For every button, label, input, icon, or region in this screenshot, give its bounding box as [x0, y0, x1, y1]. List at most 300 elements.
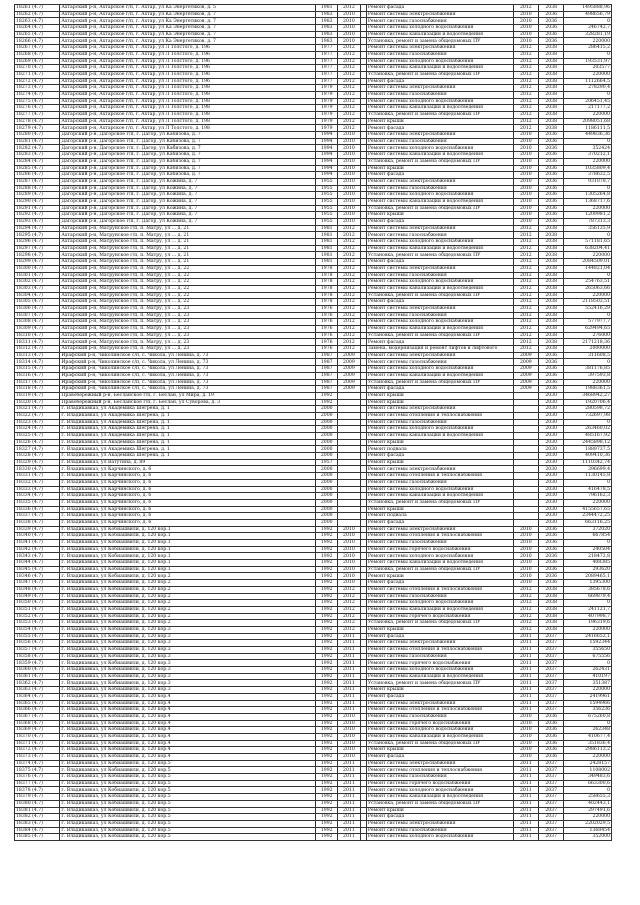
cost-cell: 356135,9: [564, 225, 612, 232]
address-cell: г. Владикавказ, ул Карчинского, д. 6: [60, 513, 316, 520]
table-row: [15, 499, 612, 506]
cost-cell: 241121,7: [564, 606, 612, 613]
built-year-cell: 1992: [316, 713, 338, 720]
built-year-cell: 1955: [316, 185, 338, 192]
built-year-cell: 1992: [316, 526, 338, 533]
address-cell: г. Владикавказ, ул Кобиашвили, д. 120 кор.2: [60, 593, 316, 600]
cost-cell: 220000: [564, 38, 612, 45]
last-repair-year-cell: [338, 426, 360, 433]
address-cell: г. Владикавказ, ул Кобиашвили, д. 120 кор.1: [60, 566, 316, 573]
cost-cell: 2416652,1: [564, 633, 612, 640]
work-type-cell: Установка, ремонт и замена общедомовых ПУ: [366, 800, 513, 807]
table-row: [15, 640, 612, 647]
next-repair-year-cell: 2038: [539, 239, 564, 246]
work-type-cell: Установка, ремонт и замена общедомовых ПУ: [366, 38, 513, 45]
table-row: [15, 479, 612, 486]
repair-year-cell: [513, 439, 538, 446]
built-year-cell: 1979: [316, 91, 338, 98]
address-cell: Дагорский р-н, Дагорское г/п, г. Дагор, ул Кабизова, д. 7: [60, 172, 316, 179]
next-repair-year-cell: 2038: [539, 105, 564, 112]
table-row: [15, 466, 612, 473]
last-repair-year-cell: 2011: [338, 800, 360, 807]
next-repair-year-cell: 2036: [539, 25, 564, 32]
cost-cell: 416478,5: [564, 486, 612, 493]
last-repair-year-cell: 2011: [338, 807, 360, 814]
work-type-cell: Ремонт системы электроснабжения: [366, 11, 513, 18]
cost-cell: 1592344: [564, 640, 612, 647]
last-repair-year-cell: 2009: [338, 366, 360, 373]
address-cell: Дагорский р-н, Дагорское г/п, г. Дагор, ул Кабизова, д. 7: [60, 158, 316, 165]
table-row: [15, 51, 612, 58]
address-cell: г. Владикавказ, ул Академика Шегрена, д. 1: [60, 453, 316, 460]
work-type-cell: Ремонт системы холодного водоснабжения: [366, 486, 513, 493]
built-year-cell: 1955: [316, 219, 338, 226]
last-repair-year-cell: 2012: [338, 279, 360, 286]
last-repair-year-cell: 2011: [338, 794, 360, 801]
repair-year-cell: 2010: [513, 713, 538, 720]
work-type-cell: Установка, ремонт и замена общедомовых ПУ: [366, 158, 513, 165]
address-cell: Правобережный р-н, Бесланское г/п, г. Беслан, ул Суворова, д. 3: [60, 399, 316, 406]
built-year-cell: 1981: [316, 232, 338, 239]
built-year-cell: 1994: [316, 158, 338, 165]
table-row: [15, 760, 612, 767]
table-row: [15, 827, 612, 834]
built-year-cell: 2000: [316, 466, 338, 473]
table-row: [15, 185, 612, 192]
row-id-cell: 18276 (4.7): [15, 105, 60, 112]
cost-cell: 667854: [564, 533, 612, 540]
last-repair-year-cell: 2012: [338, 245, 360, 252]
repair-year-cell: 2012: [513, 586, 538, 593]
built-year-cell: 1979: [316, 125, 338, 132]
cost-cell: 1130145,8: [564, 473, 612, 480]
work-type-cell: Ремонт крыши: [366, 165, 513, 172]
address-cell: г. Владикавказ, ул Академика Шегрена, д. 1: [60, 446, 316, 453]
address-cell: Ахтарский р-н, Ахтарское г/п, г. Ахтар, ул Ка Энергетиков, д. 7: [60, 11, 316, 18]
built-year-cell: 1976: [316, 339, 338, 346]
repair-year-cell: 2012: [513, 272, 538, 279]
row-id-cell: 18288 (4.7): [15, 185, 60, 192]
last-repair-year-cell: 2010: [338, 733, 360, 740]
last-repair-year-cell: 2011: [338, 653, 360, 660]
built-year-cell: 1978: [316, 279, 338, 286]
next-repair-year-cell: 2037: [539, 787, 564, 794]
last-repair-year-cell: 2012: [338, 98, 360, 105]
next-repair-year-cell: 2037: [539, 807, 564, 814]
address-cell: Ахтарский р-н, Ахтарское г/п, г. Ахтар, ул Ка Энергетиков, д. 7: [60, 18, 316, 25]
built-year-cell: 1992: [316, 720, 338, 727]
cost-cell: 220000: [564, 626, 612, 633]
table-row: [15, 118, 612, 125]
repair-year-cell: 2010: [513, 138, 538, 145]
next-repair-year-cell: 2037: [539, 834, 564, 841]
row-id-cell: 18354 (4.7): [15, 626, 60, 633]
repair-year-cell: 2011: [513, 767, 538, 774]
row-id-cell: 18380 (4.7): [15, 800, 60, 807]
table-row: [15, 252, 612, 259]
built-year-cell: 2000: [316, 453, 338, 460]
repair-schedule-table: [14, 4, 612, 841]
address-cell: г. Владикавказ, ул Кобиашвили, д. 120 кор.3: [60, 673, 316, 680]
repair-year-cell: 2010: [513, 172, 538, 179]
next-repair-year-cell: 2038: [539, 118, 564, 125]
table-row: [15, 192, 612, 199]
repair-year-cell: 2010: [513, 546, 538, 553]
built-year-cell: 1983: [316, 18, 338, 25]
built-year-cell: 1987: [316, 386, 338, 393]
built-year-cell: 1981: [316, 245, 338, 252]
row-id-cell: 18298 (4.7): [15, 252, 60, 259]
next-repair-year-cell: 2038: [539, 98, 564, 105]
table-row: [15, 680, 612, 687]
table-row: [15, 426, 612, 433]
repair-year-cell: 2010: [513, 11, 538, 18]
table-row: [15, 626, 612, 633]
cost-cell: 0: [564, 312, 612, 319]
repair-year-cell: [513, 399, 538, 406]
row-id-cell: 18309 (4.7): [15, 326, 60, 333]
next-repair-year-cell: 2036: [539, 580, 564, 587]
repair-year-cell: [513, 479, 538, 486]
built-year-cell: 1992: [316, 593, 338, 600]
row-id-cell: 18377 (4.7): [15, 780, 60, 787]
built-year-cell: 1992: [316, 740, 338, 747]
next-repair-year-cell: 2037: [539, 820, 564, 827]
address-cell: г. Владикавказ, ул Кобиашвили, д. 120 кор.2: [60, 620, 316, 627]
address-cell: г. Владикавказ, ул Карчинского, д. 6: [60, 479, 316, 486]
next-repair-year-cell: 2036: [539, 727, 564, 734]
next-repair-year-cell: 2038: [539, 305, 564, 312]
table-row: [15, 112, 612, 119]
built-year-cell: 1994: [316, 152, 338, 159]
next-repair-year-cell: 2038: [539, 71, 564, 78]
address-cell: г. Владикавказ, ул Кобиашвили, д. 120 кор.5: [60, 794, 316, 801]
next-repair-year-cell: 2037: [539, 827, 564, 834]
last-repair-year-cell: 2012: [338, 91, 360, 98]
cost-cell: 408385: [564, 560, 612, 567]
row-id-cell: 18297 (4.7): [15, 245, 60, 252]
table-row: [15, 727, 612, 734]
work-type-cell: Ремонт системы холодного водоснабжения: [366, 279, 513, 286]
next-repair-year-cell: 2038: [539, 606, 564, 613]
row-id-cell: 18368 (4.7): [15, 720, 60, 727]
table-row: [15, 546, 612, 553]
repair-year-cell: 2010: [513, 152, 538, 159]
row-id-cell: 18296 (4.7): [15, 239, 60, 246]
table-row: [15, 172, 612, 179]
built-year-cell: 1987: [316, 359, 338, 366]
last-repair-year-cell: 2010: [338, 172, 360, 179]
cost-cell: 328281,19: [564, 31, 612, 38]
built-year-cell: 1992: [316, 620, 338, 627]
last-repair-year-cell: 2012: [338, 78, 360, 85]
next-repair-year-cell: 2038: [539, 292, 564, 299]
repair-year-cell: 2010: [513, 18, 538, 25]
address-cell: Правобережный р-н, Бесланское г/п, г. Беслан, ул Мира, д. 19: [60, 392, 316, 399]
cost-cell: 220000: [564, 205, 612, 212]
row-id-cell: 18300 (4.7): [15, 265, 60, 272]
table-row: [15, 225, 612, 232]
table-row: [15, 38, 612, 45]
last-repair-year-cell: 2010: [338, 158, 360, 165]
table-row: [15, 526, 612, 533]
table-row: [15, 205, 612, 212]
last-repair-year-cell: 2010: [338, 580, 360, 587]
row-id-cell: 18279 (4.7): [15, 125, 60, 132]
last-repair-year-cell: 2012: [338, 346, 360, 353]
row-id-cell: 18316 (4.7): [15, 372, 60, 379]
row-id-cell: 18382 (4.7): [15, 814, 60, 821]
repair-year-cell: 2010: [513, 733, 538, 740]
built-year-cell: 1976: [316, 346, 338, 353]
next-repair-year-cell: 2038: [539, 125, 564, 132]
row-id-cell: 18329 (4.7): [15, 459, 60, 466]
row-id-cell: 18330 (4.7): [15, 466, 60, 473]
last-repair-year-cell: 2011: [338, 787, 360, 794]
table-row: [15, 767, 612, 774]
built-year-cell: 1978: [316, 299, 338, 306]
work-type-cell: Ремонт системы электроснабжения: [366, 466, 513, 473]
last-repair-year-cell: 2012: [338, 285, 360, 292]
address-cell: г. Владикавказ, ул Кобиашвили, д. 120 кор.4: [60, 720, 316, 727]
repair-year-cell: [513, 426, 538, 433]
repair-year-cell: 2012: [513, 91, 538, 98]
cost-cell: 552416,29: [564, 305, 612, 312]
address-cell: Ахтарский р-н, Матрунское г/п, п. Матру, ул ... д. 22: [60, 279, 316, 286]
table-row: [15, 31, 612, 38]
repair-year-cell: 2011: [513, 693, 538, 700]
work-type-cell: Ремонт системы электроснабжения: [366, 526, 513, 533]
built-year-cell: 1992: [316, 827, 338, 834]
row-id-cell: 18345 (4.7): [15, 566, 60, 573]
row-id-cell: 18292 (4.7): [15, 212, 60, 219]
next-repair-year-cell: 2036: [539, 172, 564, 179]
last-repair-year-cell: 2009: [338, 379, 360, 386]
built-year-cell: 2000: [316, 473, 338, 480]
cost-cell: 669879,4: [564, 593, 612, 600]
address-cell: г. Владикавказ, ул Академика Шегрена, д. 1: [60, 433, 316, 440]
address-cell: г. Владикавказ, ул Академика Шегрена, д. 1: [60, 426, 316, 433]
table-row: [15, 780, 612, 787]
next-repair-year-cell: 2037: [539, 673, 564, 680]
cost-cell: 262348: [564, 727, 612, 734]
work-type-cell: Ремонт системы газоснабжения: [366, 419, 513, 426]
next-repair-year-cell: 2036: [539, 212, 564, 219]
built-year-cell: 1994: [316, 132, 338, 139]
cost-cell: 196319,6: [564, 620, 612, 627]
cost-cell: 2084509,01: [564, 259, 612, 266]
address-cell: г. Владикавказ, ул Кобиашвили, д. 120 кор.5: [60, 787, 316, 794]
built-year-cell: 1979: [316, 98, 338, 105]
address-cell: г. Владикавказ, ул Карчинского, д. 6: [60, 506, 316, 513]
built-year-cell: 1992: [316, 392, 338, 399]
cost-cell: 0: [564, 272, 612, 279]
repair-year-cell: 2010: [513, 25, 538, 32]
row-id-cell: 18320 (4.7): [15, 399, 60, 406]
next-repair-year-cell: 2036: [539, 38, 564, 45]
table-row: [15, 312, 612, 319]
row-id-cell: 18331 (4.7): [15, 473, 60, 480]
row-id-cell: 18318 (4.7): [15, 386, 60, 393]
built-year-cell: 1992: [316, 600, 338, 607]
row-id-cell: 18384 (4.7): [15, 827, 60, 834]
built-year-cell: 1987: [316, 352, 338, 359]
row-id-cell: 18307 (4.7): [15, 312, 60, 319]
next-repair-year-cell: 2038: [539, 626, 564, 633]
next-repair-year-cell: 2036: [539, 11, 564, 18]
cost-cell: 0: [564, 479, 612, 486]
table-row: [15, 687, 612, 694]
built-year-cell: 1992: [316, 540, 338, 547]
address-cell: Ахтарский р-н, Матрунское г/п, п. Матру, ул ... д. 21: [60, 225, 316, 232]
next-repair-year-cell: 2037: [539, 774, 564, 781]
repair-year-cell: 2011: [513, 700, 538, 707]
repair-year-cell: 2012: [513, 326, 538, 333]
next-repair-year-cell: 2030: [539, 426, 564, 433]
last-repair-year-cell: [338, 453, 360, 460]
table-row: [15, 754, 612, 761]
row-id-cell: 18360 (4.7): [15, 667, 60, 674]
last-repair-year-cell: 2012: [338, 85, 360, 92]
address-cell: Ахтарский р-н, Матрунское г/п, п. Матру, ул ... д. 21: [60, 259, 316, 266]
table-row: [15, 319, 612, 326]
work-type-cell: Ремонт системы горячего водоснабжения: [366, 546, 513, 553]
row-id-cell: 18305 (4.7): [15, 299, 60, 306]
repair-year-cell: 2012: [513, 332, 538, 339]
address-cell: Ахтарский р-н, Матрунское г/п, п. Матру, ул ... д. 21: [60, 252, 316, 259]
repair-year-cell: [513, 519, 538, 526]
last-repair-year-cell: 2010: [338, 205, 360, 212]
row-id-cell: 18269 (4.7): [15, 58, 60, 65]
address-cell: г. Владикавказ, ул Кобиашвили, д. 120 кор.3: [60, 680, 316, 687]
cost-cell: 220000: [564, 687, 612, 694]
next-repair-year-cell: 2030: [539, 419, 564, 426]
built-year-cell: 1983: [316, 38, 338, 45]
last-repair-year-cell: 2012: [338, 600, 360, 607]
repair-year-cell: 2009: [513, 359, 538, 366]
row-id-cell: 18350 (4.7): [15, 600, 60, 607]
cost-cell: 0: [564, 232, 612, 239]
work-type-cell: Ремонт системы электроснабжения: [366, 132, 513, 139]
cost-cell: 355650: [564, 647, 612, 654]
next-repair-year-cell: 2030: [539, 459, 564, 466]
built-year-cell: 1992: [316, 573, 338, 580]
cost-cell: 0: [564, 91, 612, 98]
row-id-cell: 18343 (4.7): [15, 553, 60, 560]
next-repair-year-cell: 2036: [539, 132, 564, 139]
next-repair-year-cell: 2038: [539, 620, 564, 627]
last-repair-year-cell: 2012: [338, 51, 360, 58]
table-row: [15, 700, 612, 707]
row-id-cell: 18280 (4.7): [15, 132, 60, 139]
cost-cell: 2419961: [564, 693, 612, 700]
row-id-cell: 18326 (4.7): [15, 439, 60, 446]
table-row: [15, 392, 612, 399]
table-row: [15, 439, 612, 446]
repair-year-cell: 2012: [513, 85, 538, 92]
address-cell: г. Владикавказ, ул Кобиашвили, д. 120 кор.4: [60, 727, 316, 734]
address-cell: г. Владикавказ, ул Кобиашвили, д. 120 кор.2: [60, 586, 316, 593]
next-repair-year-cell: 2037: [539, 667, 564, 674]
built-year-cell: 1992: [316, 680, 338, 687]
address-cell: г. Владикавказ, ул Кобиашвили, д. 120 кор.2: [60, 600, 316, 607]
repair-year-cell: 2012: [513, 118, 538, 125]
built-year-cell: 1955: [316, 192, 338, 199]
last-repair-year-cell: 2010: [338, 747, 360, 754]
work-type-cell: Ремонт фасада: [366, 5, 513, 12]
register-sheet: [14, 4, 612, 901]
work-type-cell: Ремонт фасада: [366, 693, 513, 700]
address-cell: г. Владикавказ, ул Кобиашвили, д. 120 кор.5: [60, 774, 316, 781]
repair-year-cell: 2010: [513, 205, 538, 212]
cost-cell: 1186111,5: [564, 125, 612, 132]
row-id-cell: 18287 (4.7): [15, 178, 60, 185]
repair-year-cell: [513, 406, 538, 413]
last-repair-year-cell: 2012: [338, 65, 360, 72]
cost-cell: 217177,2: [564, 105, 612, 112]
last-repair-year-cell: 2010: [338, 165, 360, 172]
last-repair-year-cell: 2011: [338, 660, 360, 667]
address-cell: г. Владикавказ, ул Кобиашвили, д. 120 кор.5: [60, 807, 316, 814]
table-row: [15, 132, 612, 139]
repair-year-cell: [513, 446, 538, 453]
row-id-cell: 18334 (4.7): [15, 493, 60, 500]
built-year-cell: 2000: [316, 439, 338, 446]
row-id-cell: 18341 (4.7): [15, 540, 60, 547]
repair-year-cell: [513, 499, 538, 506]
last-repair-year-cell: 2012: [338, 620, 360, 627]
work-type-cell: Ремонт системы холодного водоснабжения: [366, 145, 513, 152]
repair-year-cell: 2012: [513, 620, 538, 627]
last-repair-year-cell: [338, 419, 360, 426]
table-row: [15, 11, 612, 18]
built-year-cell: 1992: [316, 580, 338, 587]
table-row: [15, 5, 612, 12]
address-cell: Ахтарский р-н, Матрунское г/п, п. Матру, ул ... д. 22: [60, 299, 316, 306]
built-year-cell: 1992: [316, 767, 338, 774]
last-repair-year-cell: 2011: [338, 707, 360, 714]
address-cell: Ахтарский р-н, Ахтарское г/п, г. Ахтар, ул Л Толстого, д. 196: [60, 71, 316, 78]
last-repair-year-cell: 2010: [338, 573, 360, 580]
row-id-cell: 18371 (4.7): [15, 740, 60, 747]
work-type-cell: Ремонт системы холодного водоснабжения: [366, 426, 513, 433]
built-year-cell: 1981: [316, 252, 338, 259]
built-year-cell: 1983: [316, 31, 338, 38]
work-type-cell: Ремонт крыши: [366, 506, 513, 513]
next-repair-year-cell: 2037: [539, 647, 564, 654]
cost-cell: 1110342,74: [564, 459, 612, 466]
next-repair-year-cell: 2037: [539, 800, 564, 807]
row-id-cell: 18362 (4.7): [15, 680, 60, 687]
table-row: [15, 45, 612, 52]
built-year-cell: 1992: [316, 399, 338, 406]
repair-year-cell: 2011: [513, 653, 538, 660]
address-cell: Ирафский р-н, Чиколинское с/п, с. Чикола, ул Ленина, д. 73: [60, 352, 316, 359]
address-cell: Ахтарский р-н, Матрунское г/п, п. Матру, ул ... д. 23: [60, 312, 316, 319]
work-type-cell: Ремонт системы газоснабжения: [366, 653, 513, 660]
next-repair-year-cell: 2036: [539, 366, 564, 373]
work-type-cell: Ремонт системы канализации и водоотведения: [366, 733, 513, 740]
table-row: [15, 419, 612, 426]
last-repair-year-cell: 2009: [338, 352, 360, 359]
work-type-cell: Установка, ремонт и замена общедомовых ПУ: [366, 379, 513, 386]
work-type-cell: Ремонт крыши: [366, 747, 513, 754]
last-repair-year-cell: 2010: [338, 11, 360, 18]
repair-year-cell: [513, 493, 538, 500]
repair-year-cell: 2012: [513, 71, 538, 78]
work-type-cell: Ремонт фасада: [366, 519, 513, 526]
address-cell: г. Владикавказ, ул Карчинского, д. 6: [60, 499, 316, 506]
